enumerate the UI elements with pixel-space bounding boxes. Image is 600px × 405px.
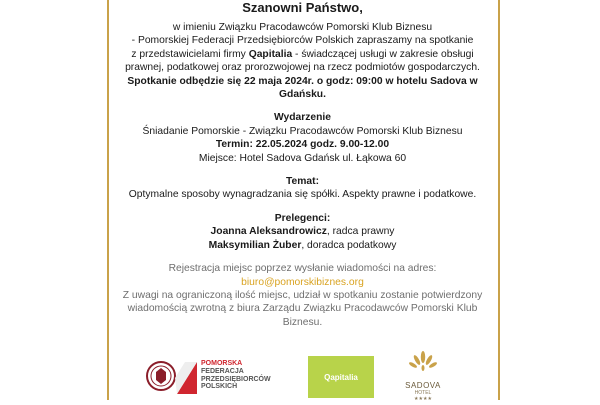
speaker-name: Maksymilian Żuber xyxy=(208,239,302,251)
qapitalia-logo xyxy=(308,356,374,398)
speakers-heading: Prelegenci: xyxy=(274,212,331,224)
left-gold-border xyxy=(107,0,109,400)
intro-line-3-suffix: - świadczącej usługi w zakresie obsługi xyxy=(292,48,474,60)
speaker-role: , doradca podatkowy xyxy=(301,239,397,251)
registration-line-2: Z uwagi na ograniczoną ilość miejsc, udział w spotkaniu zostanie potwierdzony xyxy=(122,289,483,301)
sadova-name: SADOVA xyxy=(405,381,441,390)
event-place: Miejsce: Hotel Sadova Gdańsk ul. Łąkowa 60 xyxy=(198,152,407,164)
event-term: Termin: 22.05.2024 godz. 9.00-12.00 xyxy=(215,139,390,151)
pfpp-line-4: POLSKICH xyxy=(201,383,238,391)
pfpp-emblem-icon xyxy=(145,354,201,400)
pfpp-logo xyxy=(145,354,290,400)
sadova-logo xyxy=(400,350,446,400)
pfpp-line-3: PRZEDSIĘBIORCÓW xyxy=(201,375,271,383)
registration-email-link[interactable]: biuro@pomorskibiznes.org xyxy=(241,276,364,288)
pfpp-line-2: FEDERACJA xyxy=(201,367,244,375)
qapitalia-wordmark: Qapitalia xyxy=(324,372,358,382)
invitation-content xyxy=(110,0,495,329)
greeting: Szanowni Państwo, xyxy=(242,0,363,15)
speaker-2 xyxy=(110,239,495,252)
sponsor-logos xyxy=(110,350,495,400)
meeting-line: Spotkanie odbędzie się 22 maja 2024r. o godz: 09:00 w hotelu Sadova w Gdańsku. xyxy=(127,75,478,101)
intro-line-4: prawnej, podatkowej oraz prorozwojowej na rzecz podmiotów gospodarczych. xyxy=(125,62,480,74)
pfpp-wordmark xyxy=(201,360,271,391)
intro-line-3-prefix: z przedstawicielami firmy xyxy=(131,48,249,60)
speaker-name: Joanna Aleksandrowicz xyxy=(210,226,327,238)
intro-line-1: w imieniu Związku Pracodawców Pomorski Klub Biznesu xyxy=(172,22,433,33)
speaker-role: , radca prawny xyxy=(326,226,395,238)
company-name: Qapitalia xyxy=(248,48,293,60)
topic-heading: Temat: xyxy=(286,176,319,188)
registration-prefix: Rejestracja miejsc poprzez wysłanie wiadomości na adres: xyxy=(168,263,437,275)
pfpp-line-1: POMORSKA xyxy=(201,360,243,367)
intro-line-2: - Pomorskiej Federacji Przedsiębiorców Polskich zapraszamy na spotkanie xyxy=(131,35,474,47)
sadova-stars: ★★★★ xyxy=(414,396,432,402)
topic-text: Optymalne sposoby wynagradzania się spółki. Aspekty prawne i podatkowe. xyxy=(128,189,477,201)
right-gold-border xyxy=(498,0,500,400)
registration-line-1 xyxy=(110,262,495,289)
event-heading: Wydarzenie xyxy=(273,112,332,124)
speaker-1 xyxy=(110,225,495,238)
registration-line-3: wiadomością zwrotną z biura Zarządu Związku Pracodawców Pomorski Klub Biznesu. xyxy=(127,303,478,328)
intro-line-3 xyxy=(110,48,495,61)
event-name: Śniadanie Pomorskie - Związku Pracodawców Pomorski Klub Biznesu xyxy=(142,125,463,137)
sadova-leaf-icon xyxy=(408,350,438,376)
sadova-hotel: HOTEL xyxy=(414,390,432,396)
